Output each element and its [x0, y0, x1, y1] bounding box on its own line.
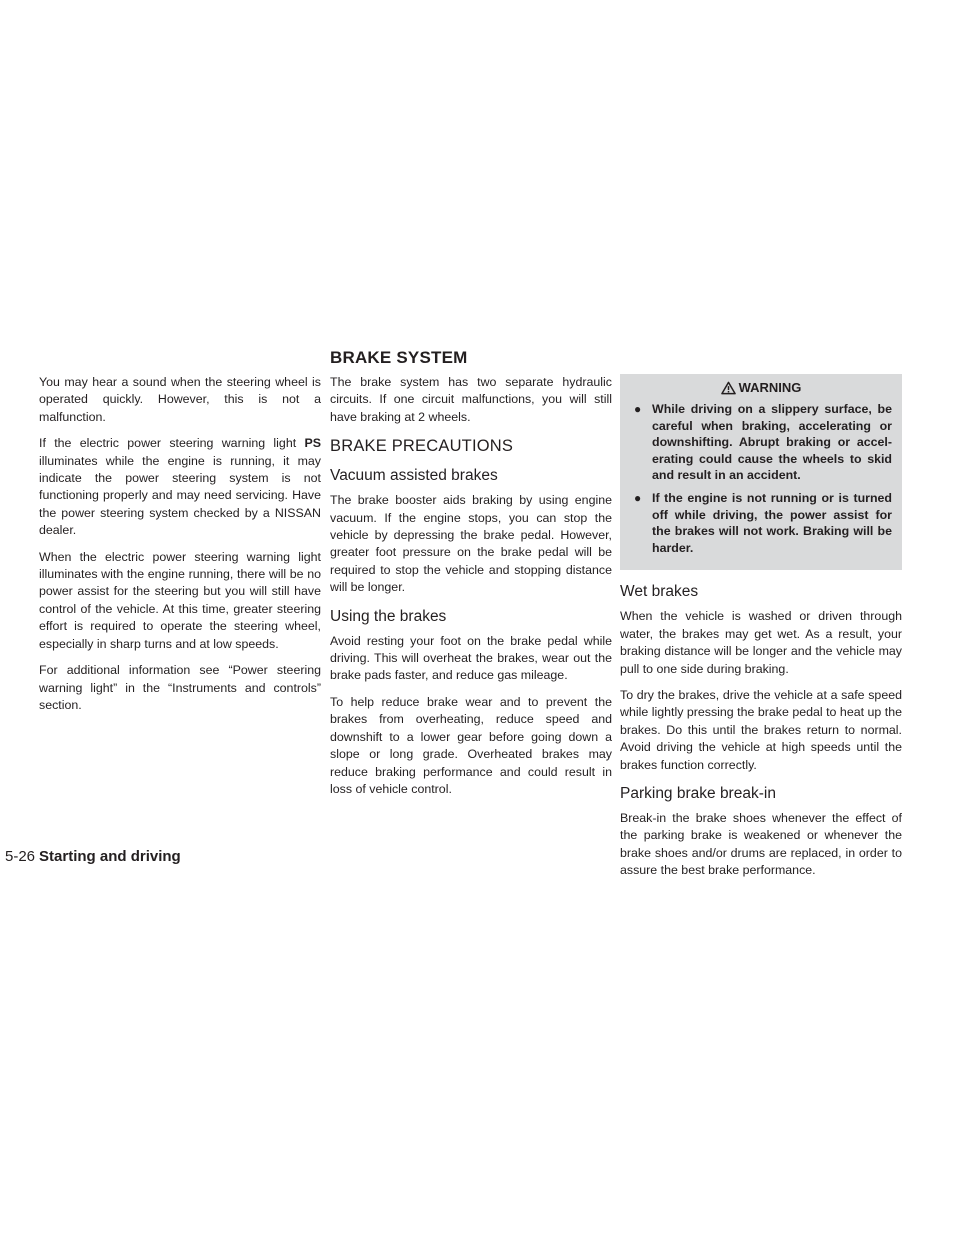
paragraph-text: illuminates while the engine is running, it may indicate the power steering system is not functioning properly and may need servicing. Have the power steering system checked by a NISSAN dealer.: [39, 453, 321, 538]
paragraph: For additional information see “Power steering warning light” in the “Instruments and controls” section.: [39, 663, 321, 712]
bullet-icon: ●: [634, 402, 642, 416]
paragraph: To help reduce brake wear and to prevent the brakes from overheating, reduce speed and downshift to a lower gear before going down a slope or long grade. Overheated brakes may reduce braking performance and could result in loss of vehicle control.: [330, 694, 612, 796]
warning-box: [620, 374, 902, 570]
column-middle: [330, 374, 612, 807]
heading-vacuum-assisted: Vacuum assisted brakes: [330, 467, 498, 485]
warning-header: [630, 380, 892, 395]
chapter-title: Starting and driving: [39, 848, 181, 865]
heading-using-brakes: Using the brakes: [330, 607, 447, 625]
paragraph: Break-in the brake shoes whenever the effect of the parking brake is weakened or whenever the brake shoes and/or drums are replaced, in order to assure the best brake performance.: [620, 811, 902, 878]
paragraph: The brake system has two separate hydraulic circuits. If one circuit malfunctions, you will still have braking at 2 wheels.: [330, 375, 612, 424]
warning-item-text: If the engine is not running or is turned off while driving, the power assist for the brakes will not work. Braking will be harder.: [652, 490, 892, 555]
paragraph: When the vehicle is washed or driven through water, the brakes may get wet. As a result, your braking distance will be longer and the vehicle may pull to one side during braking.: [620, 609, 902, 676]
paragraph-ps-light: [39, 435, 321, 539]
paragraph: The brake booster aids braking by using engine vacuum. If the engine stops, you can stop the vehicle by depressing the brake pedal. However, greater foot pressure on the brake pedal will be required to stop the vehicle and stopping distance will be longer.: [330, 493, 612, 595]
paragraph: To dry the brakes, drive the vehicle at a safe speed while lightly pressing the brake pedal to heat up the brakes. Do this until the brakes return to normal. Avoid driving the vehicle at high speeds until the brakes function correctly.: [620, 687, 902, 772]
paragraph: You may hear a sound when the steering wheel is operated quickly. However, this is not a malfunction.: [39, 375, 321, 424]
paragraph: Avoid resting your foot on the brake pedal while driving. This will overheat the brakes, wear out the brake pads faster, and reduce gas mileage.: [330, 633, 612, 683]
warning-item-text: While driving on a slippery surface, be careful when braking, accelerating or downshifting. Abrupt braking or accelerating could cause the wheels to skid and result in an accident.: [652, 402, 892, 483]
heading-wet-brakes: Wet brakes: [620, 583, 699, 601]
warning-list: [630, 401, 892, 556]
page-footer: [5, 848, 181, 865]
ps-indicator-label: PS: [304, 436, 321, 451]
paragraph: When the electric power steering warning light illuminates with the engine running, there will be no power assist for the steering but you will still have control of the vehicle. At this time, greater steering effort is required to operate the steering wheel, especially in sharp turns and at low speeds.: [39, 549, 321, 651]
bullet-icon: ●: [634, 490, 642, 505]
section-title: BRAKE SYSTEM: [330, 348, 468, 367]
warning-item: [630, 490, 892, 556]
warning-item: [630, 401, 892, 484]
paragraph-text: If the electric power steering warning light: [39, 436, 305, 451]
heading-brake-precautions: BRAKE PRECAUTIONS: [330, 437, 514, 456]
heading-parking-brake: Parking brake break-in: [620, 785, 776, 802]
column-right: [620, 374, 902, 889]
column-left: [39, 374, 321, 723]
warning-title: WARNING: [738, 380, 802, 395]
warning-triangle-icon: [721, 381, 736, 395]
page-number: 5-26: [5, 848, 36, 865]
